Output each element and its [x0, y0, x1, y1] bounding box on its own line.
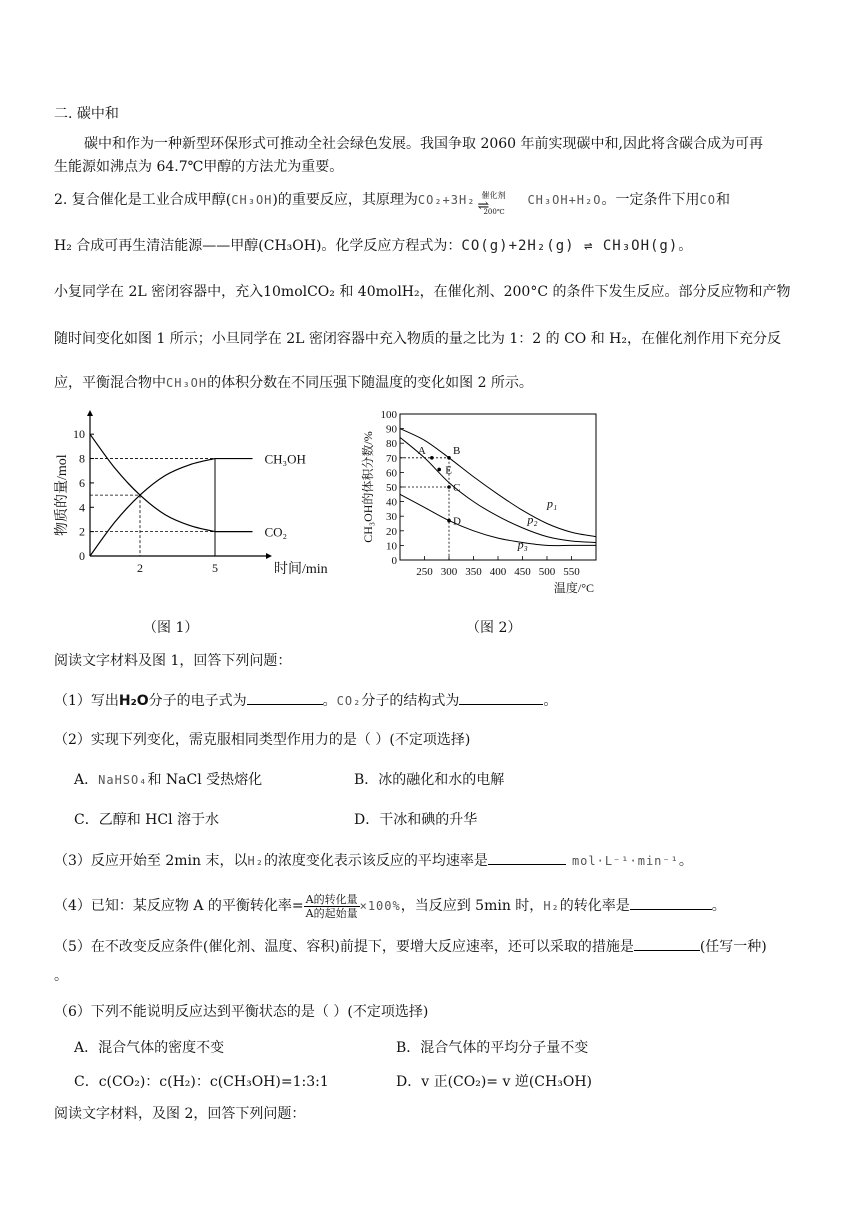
series-label: CO₂: [264, 524, 288, 540]
point-a: [430, 456, 434, 460]
x-axis-label: 温度/°C: [553, 581, 594, 595]
y-tick-label: 6: [79, 475, 85, 490]
x-axis-arrow-icon: [266, 553, 272, 559]
eq-left: CO₂+3H₂: [417, 193, 476, 207]
figure-1-caption: （图 1）: [143, 620, 199, 636]
q5-hint: (任写一种): [699, 939, 767, 955]
x-tick-label: 5: [212, 561, 218, 575]
q2-text-b: )的重要反应，其原理为: [272, 192, 418, 208]
q2-line-4: 随时间变化如图 1 所示；小旦同学在 2L 密闭容器中充入物质的量之比为 1：2 的 CO 和 H₂，在催化剂作用下充分反: [54, 331, 781, 347]
y-axis-label: 物质的量/mol: [55, 454, 70, 536]
y-tick-label: 0: [79, 549, 85, 563]
y-tick-label: 40: [386, 496, 397, 509]
q1-period: 。: [322, 693, 337, 709]
y-tick-label: 10: [386, 540, 397, 553]
y-tick-label: 70: [386, 452, 397, 465]
y-tick-label: 20: [386, 525, 397, 538]
q3-period: 。: [678, 853, 693, 869]
co2-formula: CO₂: [336, 694, 362, 708]
ch3oh-formula-2: CH₃OH: [166, 376, 208, 390]
rate-unit: mol·L⁻¹·min⁻¹: [571, 854, 679, 868]
answer-blank-structure[interactable]: [459, 690, 543, 705]
y-tick-label: 80: [386, 438, 397, 451]
figure-2-chart: [358, 404, 608, 600]
y-axis-arrow-icon: [87, 410, 93, 416]
series-line-1: [400, 437, 596, 542]
fraction-numerator: A的转化量: [305, 892, 358, 906]
answer-blank-electron-formula[interactable]: [247, 690, 323, 705]
q2-line-3: 小复同学在 2L 密闭容器中，充入10molCO₂ 和 40molH₂，在催化剂、200°C 的条件下发生反应。部分反应物和产物: [54, 284, 791, 300]
y-tick-label: 4: [79, 500, 85, 515]
q2-line2-text: H₂ 合成可再生清洁能源——甲醇(CH₃OH)。化学反应方程式为：: [54, 238, 462, 254]
q2-line5-text-a: 应，平衡混合物中: [54, 375, 166, 391]
reading-prompt-1: 阅读文字材料及图 1，回答下列问题：: [54, 653, 292, 669]
co-formula: CO: [699, 193, 716, 207]
percent-factor: ×100%: [359, 899, 401, 913]
point-label: E: [445, 464, 452, 477]
question-1: [54, 690, 557, 711]
q2-option-a[interactable]: [74, 770, 262, 790]
series-label: p₁: [547, 496, 558, 511]
point-label: B: [453, 444, 461, 457]
q1-text-2: 分子的结构式为: [361, 693, 460, 709]
h2o-formula: H₂O: [118, 693, 149, 709]
q3-text-a: （3）反应开始至 2min 末，以: [54, 853, 248, 869]
x-tick-label: 2: [137, 561, 143, 575]
series-label: p₃: [517, 537, 528, 552]
answer-blank-rate[interactable]: [488, 850, 566, 865]
fraction-denominator: A的起始量: [305, 906, 358, 920]
q2-text-c: 。一定条件下用: [601, 192, 700, 208]
question-4: [54, 892, 726, 920]
y-tick-label: 0: [391, 555, 397, 567]
y-tick-label: 90: [386, 423, 397, 436]
q5-period: 。: [54, 968, 68, 984]
catalyst-arrow: [475, 190, 527, 216]
y-tick-label: 60: [386, 467, 397, 480]
q1-period-2: 。: [543, 693, 558, 709]
series-line-0: [90, 459, 215, 556]
q6-option-a[interactable]: A．混合气体的密度不变: [74, 1040, 225, 1056]
q2-option-c[interactable]: C．乙醇和 HCl 溶于水: [74, 812, 220, 828]
q2-option-d[interactable]: D．干冰和碘的升华: [354, 812, 478, 828]
series-line-0: [400, 429, 596, 537]
q2-line5-text-b: 的体积分数在不同压强下随温度的变化如图 2 所示。: [207, 375, 533, 391]
point-label: D: [453, 515, 461, 528]
intro-line-2: 生能源如沸点为 64.7℃甲醇的方法尤为重要。: [54, 159, 344, 175]
x-tick-label: 450: [514, 566, 531, 578]
q6-option-d[interactable]: D．v 正(CO₂)= v 逆(CH₃OH): [396, 1074, 592, 1090]
q1-label: （1）写出: [54, 693, 119, 709]
point-c: [447, 485, 451, 489]
option-a-label: A．: [74, 772, 99, 788]
y-tick-label: 10: [73, 427, 85, 442]
question-3: [54, 850, 693, 871]
series-label: CH₃OH: [264, 451, 306, 467]
y-tick-label: 2: [79, 524, 85, 539]
series-line-1: [90, 434, 215, 531]
y-tick-label: 8: [79, 451, 85, 466]
question-6: （6）下列不能说明反应达到平衡状态的是（ ）(不定项选择): [54, 1004, 429, 1020]
x-tick-label: 350: [465, 566, 482, 578]
x-axis-label: 时间/min: [274, 562, 328, 577]
section-title: 二. 碳中和: [54, 106, 119, 122]
q1-text: 分子的电子式为: [148, 693, 247, 709]
period: 。: [678, 238, 693, 254]
point-b: [447, 456, 451, 460]
reaction-equation: CO(g)+2H₂(g) ⇌ CH₃OH(g): [461, 238, 679, 254]
q2-text-d: 和: [715, 192, 730, 208]
q4-text-a: （4）已知：某反应物 A 的平衡转化率=: [54, 898, 304, 914]
x-tick-label: 550: [563, 566, 580, 578]
figure-2-caption: （图 2）: [466, 620, 522, 636]
q2-option-b[interactable]: B．冰的融化和水的电解: [354, 772, 505, 788]
option-a-text: 和 NaCl 受热熔化: [147, 772, 263, 788]
q2-line-5: [54, 373, 533, 393]
answer-blank-measure[interactable]: [634, 936, 700, 951]
q4-text-c: 的转化率是: [559, 898, 630, 914]
ch3oh-formula: CH₃OH: [231, 193, 273, 207]
y-tick-label: 30: [386, 511, 397, 524]
reading-prompt-2: 阅读文字材料，及图 2，回答下列问题：: [54, 1106, 306, 1122]
catalyst-label: 催化剂: [481, 191, 506, 200]
temp-label: 200℃: [483, 208, 505, 216]
series-label: p₂: [527, 512, 538, 527]
eq-right: CH₃OH+H₂O: [527, 193, 602, 207]
x-tick-label: 400: [489, 566, 507, 578]
point-e: [437, 468, 441, 472]
point-d: [447, 519, 451, 523]
q2-line-1: [54, 190, 730, 216]
q2-line-2: [54, 236, 692, 256]
answer-blank-conversion[interactable]: [630, 895, 712, 910]
x-tick-label: 250: [416, 566, 433, 578]
question-2: （2）实现下列变化，需克服相同类型作用力的是（ ）(不定项选择): [54, 732, 471, 748]
y-tick-label: 100: [380, 409, 397, 421]
x-tick-label: 500: [538, 566, 556, 578]
y-tick-label: 50: [386, 482, 397, 494]
q4-text-b: ，当反应到 5min 时，: [400, 898, 544, 914]
question-5: [54, 936, 767, 957]
equilibrium-arrow-icon: ⇌: [477, 198, 488, 214]
q6-option-c[interactable]: C．c(CO₂)：c(H₂)：c(CH₃OH)=1:3:1: [74, 1074, 329, 1090]
q2-text-a: 2. 复合催化是工业合成甲醇(: [54, 192, 232, 208]
figure-1-chart: [48, 410, 348, 590]
nahso4-formula: NaHSO₄: [98, 773, 148, 787]
series-line-2: [400, 494, 596, 545]
h2-formula: H₂: [247, 854, 264, 868]
y-axis-label: CH₃OH的体积分数/%: [361, 431, 375, 543]
point-label: C: [453, 482, 461, 494]
conversion-fraction: [304, 893, 360, 920]
intro-line-1: 碳中和作为一种新型环保形式可推动全社会绿色发展。我国争取 2060 年前实现碳中和,因此将含碳合成为可再: [84, 136, 763, 152]
q6-option-b[interactable]: B．混合气体的平均分子量不变: [396, 1040, 589, 1056]
point-label: A: [417, 444, 426, 457]
h2-formula-2: H₂: [543, 899, 560, 913]
q4-period: 。: [711, 898, 726, 914]
q3-text-b: 的浓度变化表示该反应的平均速率是: [263, 853, 488, 869]
x-tick-label: 300: [440, 566, 458, 578]
q5-text: （5）在不改变反应条件(催化剂、温度、容积)前提下，要增大反应速率，还可以采取的措施是: [54, 939, 634, 955]
